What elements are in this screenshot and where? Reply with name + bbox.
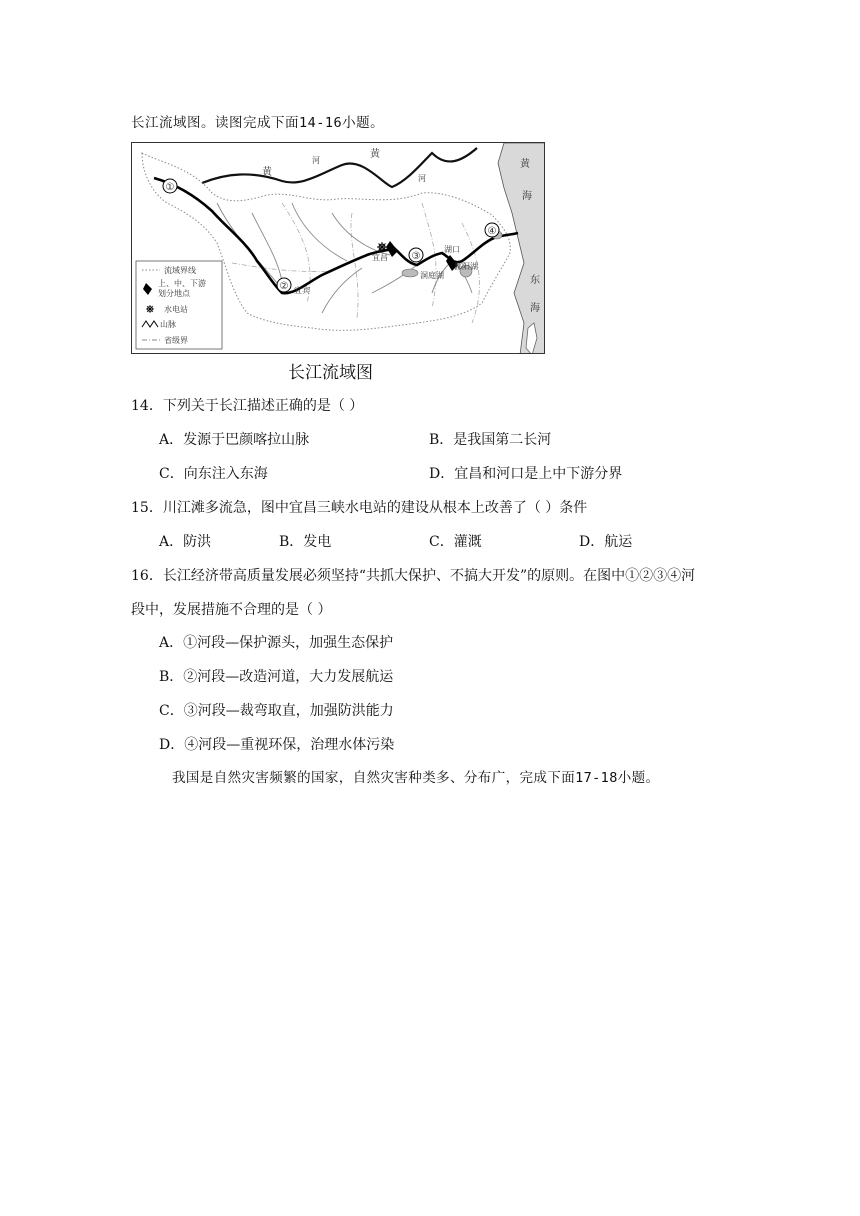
legend-hydro: 水电站	[164, 305, 188, 314]
intro-text: 长江流域图。读图完成下面14-16小题。	[131, 115, 385, 131]
circle-3-label: ③	[411, 251, 421, 262]
q14-option-c[interactable]: C．向东注入东海	[159, 466, 268, 482]
province-boundaries	[232, 203, 479, 323]
question-15-stem: 15．川江滩多流急，图中宜昌三峡水电站的建设从根本上改善了（ ）条件	[131, 500, 588, 516]
map-label-yichang: 宜昌	[372, 253, 388, 262]
circle-1-label: ①	[165, 182, 175, 193]
q15-option-c[interactable]: C．灌溉	[429, 534, 482, 550]
question-16-stem-line-2: 段中，发展措施不合理的是（ ）	[131, 602, 332, 618]
closing-text: 我国是自然灾害频繁的国家，自然灾害种类多、分布广，完成下面17-18小题。	[172, 770, 660, 786]
q16-option-a[interactable]: A．①河段—保护源头，加强生态保护	[159, 635, 394, 651]
circle-marker-1	[163, 179, 177, 193]
q16-option-b[interactable]: B．②河段—改造河道，大力发展航运	[159, 669, 394, 685]
map-label-huang-sea-1: 黄	[520, 159, 530, 170]
legend-mountain: 山脉	[160, 320, 176, 329]
q14-option-b[interactable]: B．是我国第二长河	[429, 432, 552, 448]
q14-option-d[interactable]: D．宜昌和河口是上中下游分界	[429, 466, 623, 482]
map-legend	[136, 261, 222, 349]
circle-2-label: ②	[279, 281, 289, 292]
q15-option-d[interactable]: D．航运	[579, 534, 633, 550]
q15-option-b[interactable]: B．发电	[279, 534, 332, 550]
map-label-dongting: 洞庭湖	[420, 271, 444, 280]
map-drawing	[132, 143, 545, 354]
map-label-poyang: 鄱阳湖	[454, 262, 478, 271]
map-caption: 长江流域图	[288, 363, 373, 383]
map-label-yibin: 宜宾	[294, 286, 310, 295]
map-label-dong-sea-2: 海	[530, 303, 540, 314]
legend-division-2: 划分地点	[158, 289, 190, 298]
map-label-huang-sea-2: 海	[522, 191, 532, 202]
yangtze-basin-map	[131, 142, 545, 354]
q14-option-a[interactable]: A．发源于巴颜喀拉山脉	[159, 432, 310, 448]
map-label-huang-2: 黄	[370, 149, 380, 160]
question-16-stem-line-1: 16．长江经济带高质量发展必须坚持“共抓大保护、不搞大开发”的原则。在图中①②③④河	[131, 568, 696, 584]
circle-marker-4	[485, 223, 499, 237]
legend-province: 省级界	[164, 336, 188, 345]
legend-division-1: 上、中、下游	[158, 279, 206, 288]
hydro-station-icon	[377, 242, 387, 252]
q15-option-a[interactable]: A．防洪	[159, 534, 212, 550]
circle-marker-2	[277, 278, 291, 292]
q16-option-c[interactable]: C．③河段—裁弯取直，加强防洪能力	[159, 703, 394, 719]
map-label-huang-1: 黄	[262, 167, 272, 178]
yellow-river	[202, 148, 477, 187]
sea-area	[498, 143, 545, 354]
dongting-lake	[402, 269, 418, 277]
legend-boundary: 流域界线	[164, 266, 196, 275]
circle-marker-3	[409, 248, 423, 262]
q16-option-d[interactable]: D．④河段—重视环保，治理水体污染	[159, 737, 395, 753]
map-label-hekou: 湖口	[444, 245, 460, 254]
map-label-he-2: 河	[418, 174, 426, 183]
map-label-dong-sea-1: 东	[530, 275, 540, 286]
circle-4-label: ④	[487, 226, 497, 237]
map-label-he-1: 河	[312, 156, 320, 165]
question-14-stem: 14．下列关于长江描述正确的是（ ）	[131, 398, 364, 414]
